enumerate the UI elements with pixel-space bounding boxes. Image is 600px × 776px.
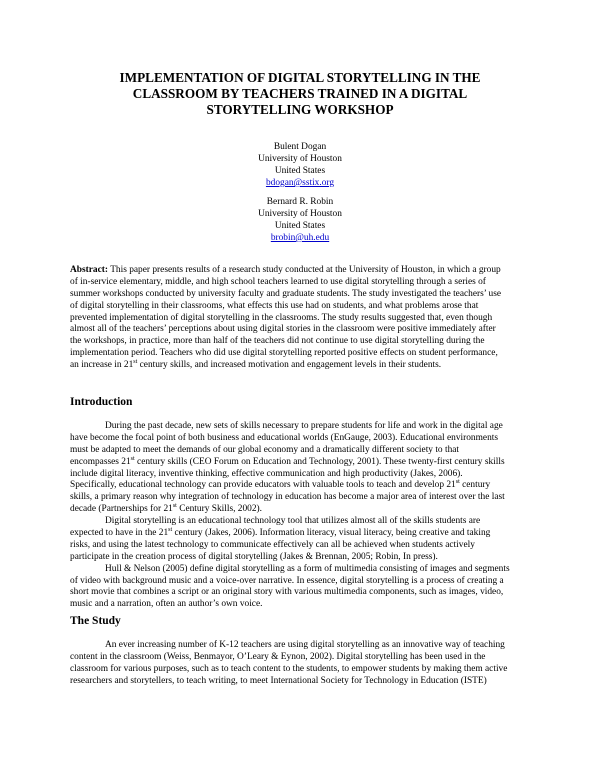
paragraph-line: century bbox=[459, 480, 491, 491]
superscript: st bbox=[133, 359, 138, 366]
paragraph-line: Century Skills, 2002). bbox=[176, 504, 263, 515]
abstract-text: almost all of the teachers’ perceptions about using digital stories in the classroom were positive immediately after bbox=[70, 324, 496, 335]
author-email-link[interactable]: bdogan@sstix.org bbox=[265, 178, 335, 188]
abstract-text: implementation period. Teachers who did use digital storytelling reported positive effects on student performance, bbox=[70, 348, 498, 359]
superscript: st bbox=[130, 455, 135, 462]
paragraph-line: must be adapted to meet the demands of our global economy and a dramatically different society to that bbox=[70, 444, 460, 455]
paragraph-line: participate in the creation process of digital storytelling (Jakes & Brennan, 2005; Robin, In press). bbox=[70, 551, 438, 562]
abstract-text: prevented implementation of digital storytelling in the classrooms. The study results suggested that, even though bbox=[70, 312, 493, 323]
abstract-text: This paper presents results of a research study conducted at the University of Houston, in which a group bbox=[108, 265, 501, 275]
paragraph-line: of video with background music and a voice-over narrative. In essence, digital storytelling is a process of creating a bbox=[70, 575, 504, 586]
author-block-1 bbox=[200, 141, 400, 189]
author-affiliation: University of Houston bbox=[258, 154, 342, 164]
abstract-text: century skills, and increased motivation and engagement levels in their students. bbox=[137, 360, 442, 371]
abstract bbox=[70, 265, 532, 372]
paper-title bbox=[70, 70, 530, 118]
author-email-link[interactable]: brobin@uh.edu bbox=[270, 233, 330, 243]
paragraph-line: risks, and using the latest technology to communicate effectively can all be achieved when students actively bbox=[70, 539, 475, 550]
paragraph-line: music and a narration, often an author’s own voice. bbox=[70, 599, 263, 610]
abstract-label: Abstract: bbox=[70, 265, 109, 275]
title-line: CLASSROOM BY TEACHERS TRAINED IN A DIGITAL bbox=[132, 86, 468, 101]
title-line: STORYTELLING WORKSHOP bbox=[206, 102, 394, 117]
paragraph-line: Digital storytelling is an educational technology tool that utilizes almost all of the skills students are bbox=[105, 516, 481, 527]
section-heading-the-study: The Study bbox=[70, 615, 121, 627]
paragraph-line: During the past decade, new sets of skills necessary to prepare students for life and work in the digital age bbox=[105, 421, 503, 431]
paragraph-line: classroom for various purposes, such as to teach content to the students, to empower students by making them active bbox=[70, 663, 508, 674]
paragraph-line: Hull & Nelson (2005) define digital storytelling as a form of multimedia consisting of images and segments bbox=[105, 563, 510, 574]
paragraph-line: Specifically, educational technology can provide educators with valuable tools to teach and develop 21 bbox=[70, 480, 456, 491]
paragraph-line: researchers and storytellers, to teach writing, to meet International Society for Technology in Education (ISTE) bbox=[70, 675, 487, 686]
author-name: Bernard R. Robin bbox=[266, 197, 334, 207]
introduction-body bbox=[70, 421, 532, 611]
abstract-text: of in-service elementary, middle, and high school teachers learned to use digital storytelling through a series of bbox=[70, 276, 486, 287]
author-country: United States bbox=[274, 221, 326, 231]
section-heading-introduction: Introduction bbox=[70, 396, 133, 408]
paragraph-line: decade (Partnerships for 21 bbox=[70, 504, 173, 515]
abstract-text: an increase in 21 bbox=[70, 360, 134, 371]
study-body bbox=[70, 640, 532, 688]
abstract-text: summer workshops conducted by university faculty and graduate students. The study investigated the teachers’ use bbox=[70, 288, 502, 299]
paragraph-line: century (Jakes, 2006). Information literacy, visual literacy, being creative and taking bbox=[172, 528, 491, 539]
paragraph-line: have become the focal point of both business and educational worlds (EnGauge, 2003). Educational environments bbox=[70, 432, 499, 443]
abstract-text: of digital storytelling in their classrooms, what effects this use had on students, and what problems arose that bbox=[70, 300, 479, 311]
paragraph-line: content in the classroom (Weiss, Benmayor, O’Leary & Eynon, 2002). Digital storytelling has been used in the bbox=[70, 651, 486, 662]
paragraph-line: encompasses 21 bbox=[70, 456, 131, 467]
paragraph-line: skills, a primary reason why integration of technology in education has become a major area of interest over the last bbox=[70, 492, 505, 503]
paragraph-line: century skills (CEO Forum on Education and Technology, 2001). These twenty-first century skills bbox=[134, 456, 505, 467]
paragraph-line: include digital literacy, inventive thinking, effective communication and high productivity (Jakes, 2006). bbox=[70, 468, 463, 479]
superscript: st bbox=[455, 479, 460, 486]
author-block-2 bbox=[200, 196, 400, 244]
paragraph-line: An ever increasing number of K-12 teachers are using digital storytelling as an innovative way of teaching bbox=[105, 640, 505, 650]
title-line: IMPLEMENTATION OF DIGITAL STORYTELLING IN THE bbox=[119, 70, 481, 85]
abstract-text: the workshops, in practice, more than half of the teachers did not continue to use digital storytelling during the bbox=[70, 336, 485, 347]
author-country: United States bbox=[274, 166, 326, 176]
superscript: st bbox=[172, 503, 177, 510]
paragraph-line: expected to have in the 21 bbox=[70, 528, 169, 539]
superscript: st bbox=[168, 527, 173, 534]
paragraph-line: short movie that combines a script or an original story with various multimedia components, such as images, video, bbox=[70, 587, 504, 598]
author-affiliation: University of Houston bbox=[258, 209, 342, 219]
author-name: Bulent Dogan bbox=[273, 142, 327, 152]
